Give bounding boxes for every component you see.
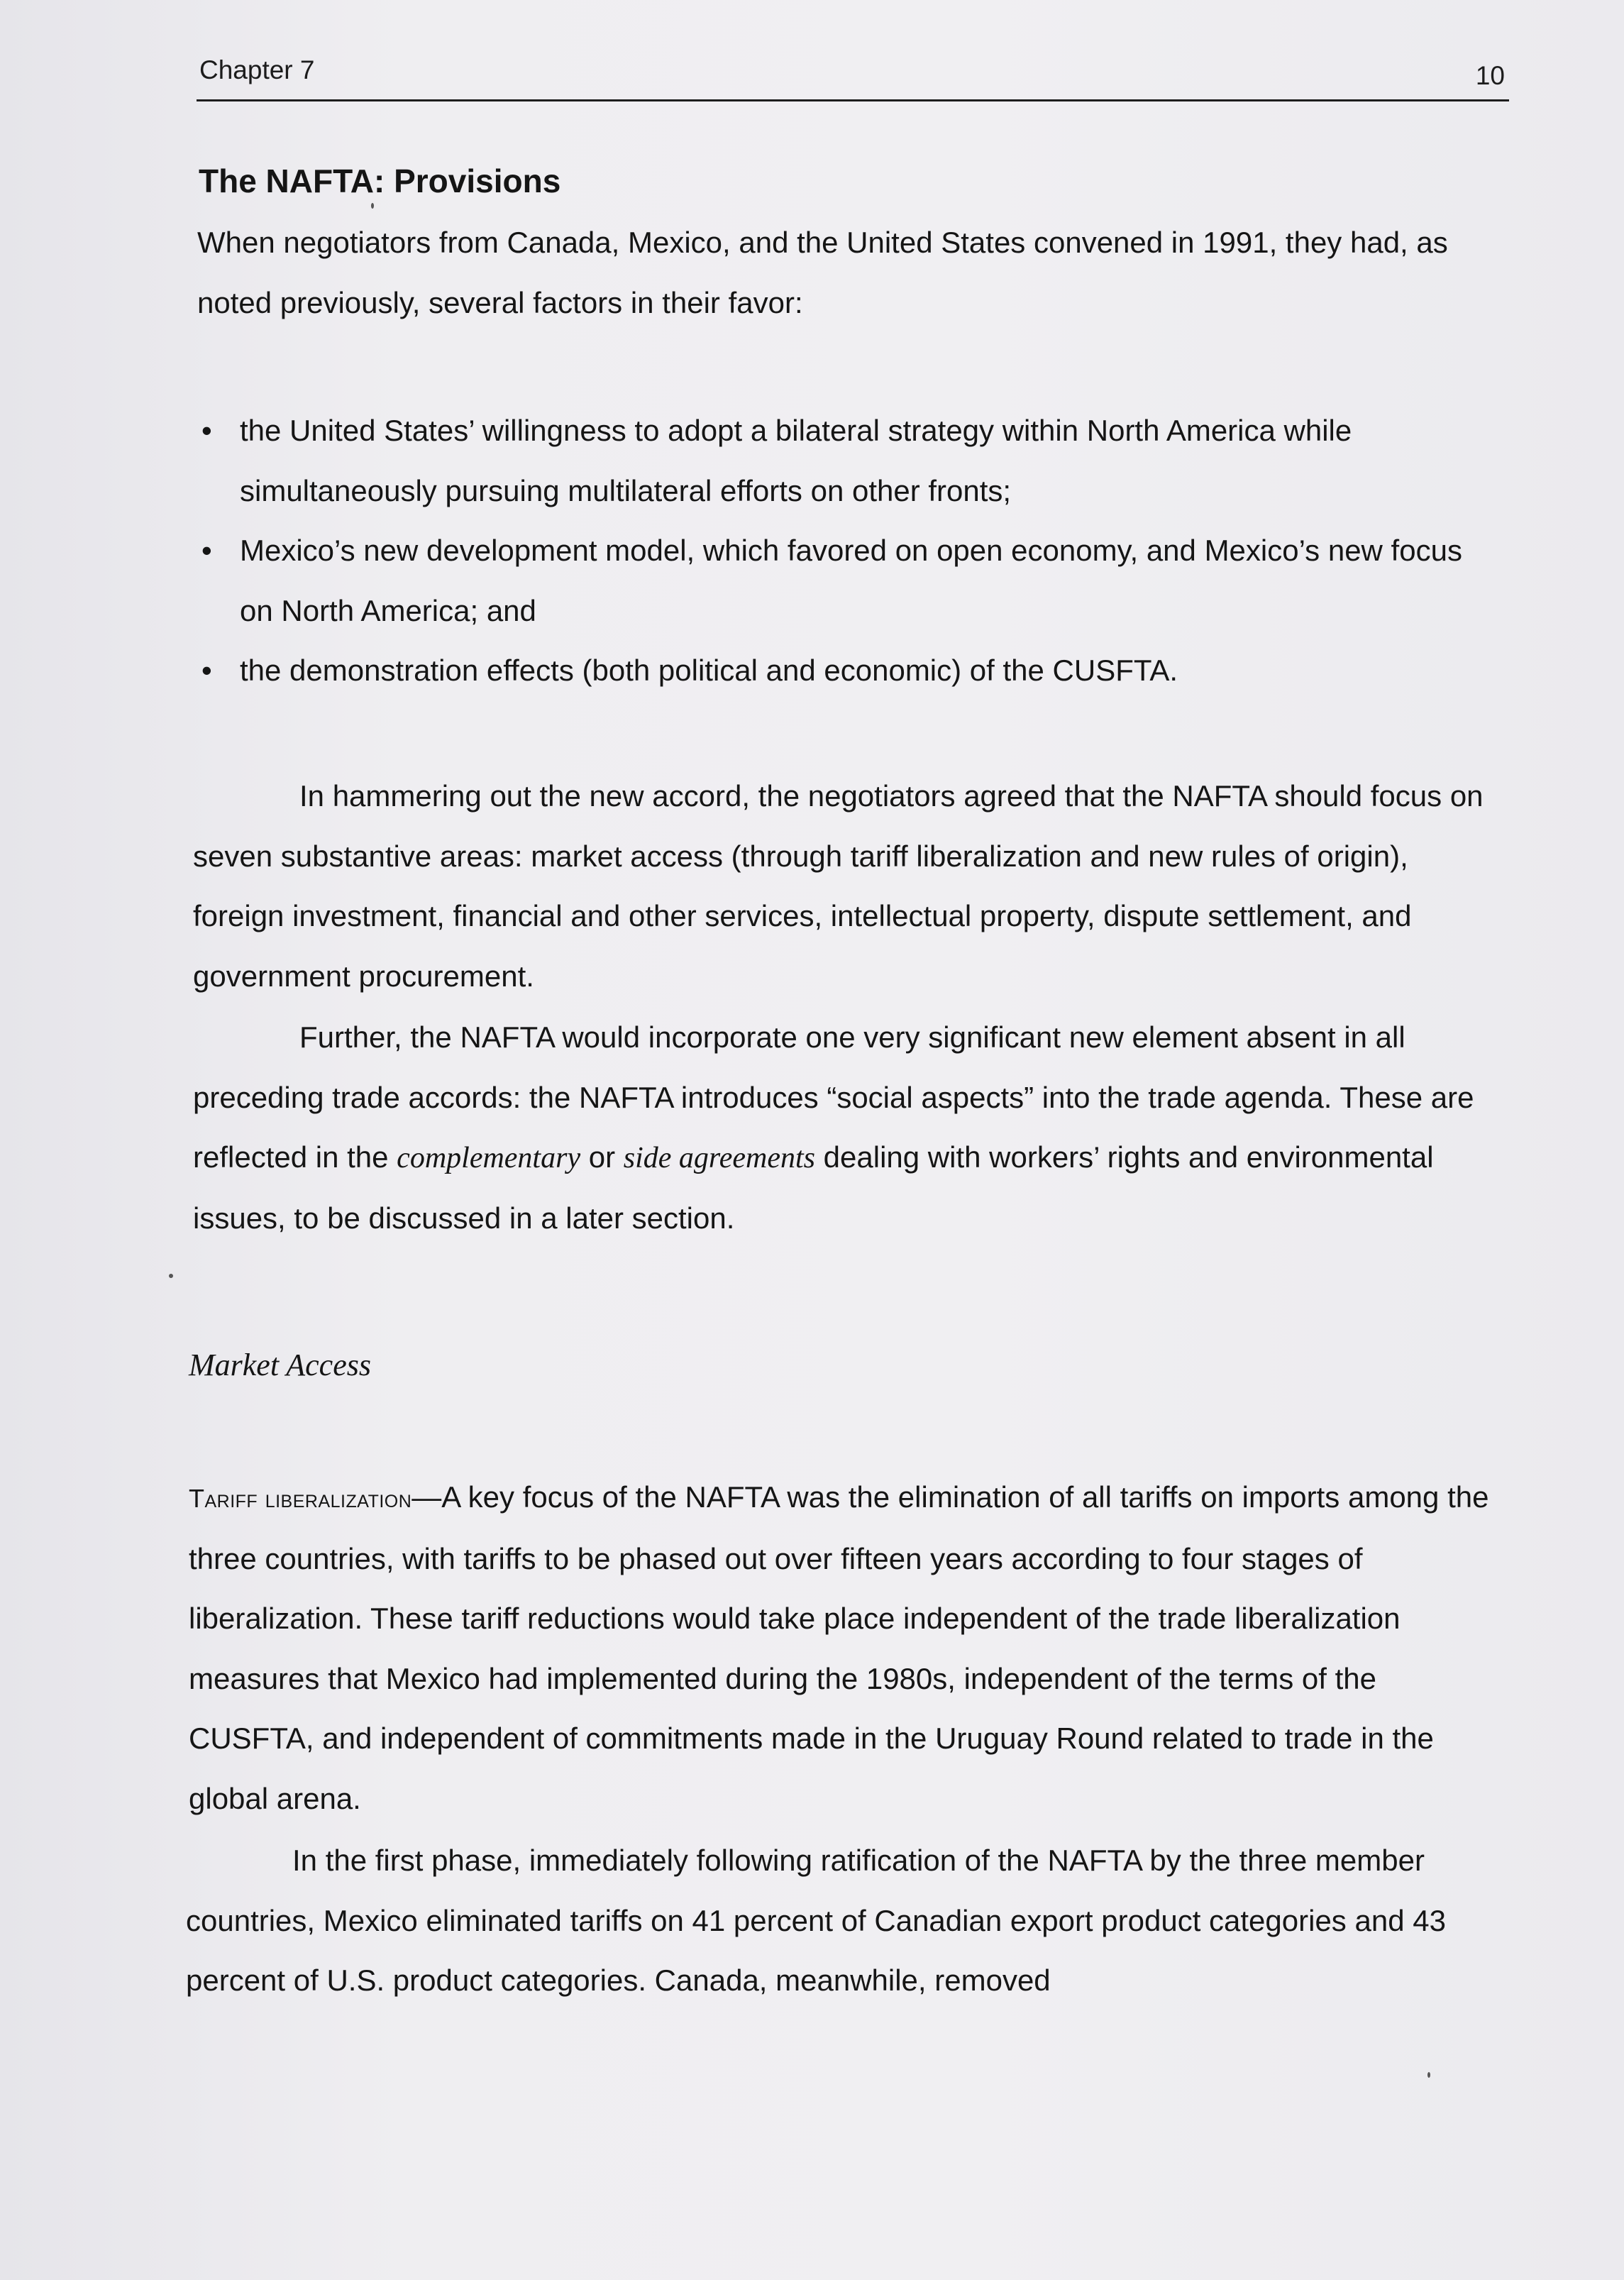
paragraph-text: Further, the NAFTA would incorporate one very significant new element absent in all preceding trade accords: the NAFTA introduces “social aspects” into the trade agenda. These are reflected in the xyxy=(193,1020,1474,1174)
first-phase-paragraph: In the first phase, immediately following ratification of the NAFTA by the three member countries, Mexico eliminated tariffs on 41 percent of Canadian export product categories and 43 percent of U.S. product categories. Canada, meanwhile, removed xyxy=(186,1844,1446,1997)
bullet-icon: • xyxy=(201,414,212,447)
list-item xyxy=(197,401,1496,521)
list-item xyxy=(197,641,1496,701)
bullet-icon: • xyxy=(201,534,212,567)
emphasis-text: complementary xyxy=(397,1142,581,1174)
speck-mark xyxy=(371,203,374,209)
agreed-areas-paragraph: In hammering out the new accord, the negotiators agreed that the NAFTA should focus on seven substantive areas: market access (through tariff liberalization and new rules of origin), foreign investment, financial and other services, intellectual property, dispute settlement, and government procurement. xyxy=(193,779,1484,993)
factors-list xyxy=(197,401,1496,701)
tariff-paragraph xyxy=(189,1467,1501,1829)
running-header xyxy=(197,53,1509,101)
run-in-heading: Tariff liberalization xyxy=(189,1484,412,1513)
paragraph-text: —A key focus of the NAFTA was the elimination of all tariffs on imports among the three countries, with tariffs to be phased out over fifteen years according to four stages of liberalization. These tariff reductions would take place independent of the trade liberalization measures that Mexico had implemented during the 1980s, independent of the terms of the CUSFTA, and independent of commitments made in the Uruguay Round related to trade in the global arena. xyxy=(189,1480,1489,1815)
paragraph-text: or xyxy=(580,1140,624,1174)
list-item-text: the United States’ willingness to adopt a bilateral strategy within North America while simultaneously pursuing multilateral efforts on other fronts; xyxy=(240,414,1352,507)
list-item-text: the demonstration effects (both political and economic) of the CUSFTA. xyxy=(240,654,1178,687)
section-title: The NAFTA: Provisions xyxy=(199,163,561,199)
list-item-text: Mexico’s new development model, which favored on open economy, and Mexico’s new focus on North America; and xyxy=(240,534,1462,627)
intro-paragraph: When negotiators from Canada, Mexico, and the United States convened in 1991, they had, as noted previously, several factors in their favor: xyxy=(197,226,1448,319)
speck-mark xyxy=(1427,2072,1430,2078)
page-number: 10 xyxy=(1475,61,1505,90)
bullet-icon: • xyxy=(201,654,212,687)
paragraph-text: dealing with workers’ rights and environmental issues, to be discussed in a later section. xyxy=(193,1140,1434,1235)
social-aspects-paragraph xyxy=(193,1008,1498,1248)
speck-mark xyxy=(169,1274,173,1278)
chapter-label: Chapter 7 xyxy=(199,55,315,84)
emphasis-text: side agreements xyxy=(623,1142,815,1174)
list-item xyxy=(197,521,1496,641)
subsection-heading: Market Access xyxy=(189,1348,371,1382)
